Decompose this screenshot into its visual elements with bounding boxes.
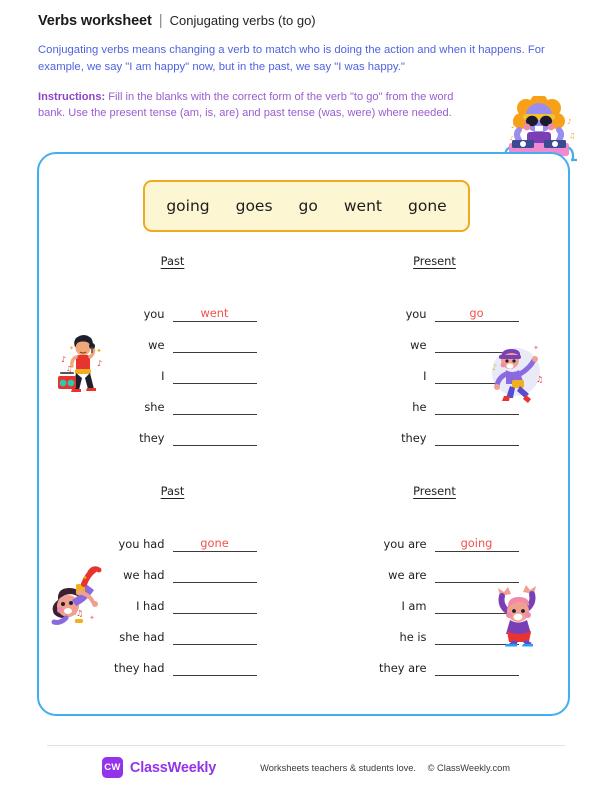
exercise-row xyxy=(89,645,257,676)
row-label: I am xyxy=(401,599,427,613)
svg-text:✦: ✦ xyxy=(82,574,88,582)
footer-tagline xyxy=(260,763,510,773)
row-label: they had xyxy=(114,661,165,675)
column-heading: Past xyxy=(160,484,185,498)
word-bank-word[interactable]: going xyxy=(166,197,210,215)
page-header xyxy=(38,12,574,121)
row-label: she xyxy=(144,400,165,414)
page-title-main: Verbs worksheet xyxy=(38,13,152,29)
svg-text:♫: ♫ xyxy=(66,365,73,373)
svg-text:♫: ♫ xyxy=(536,375,544,384)
svg-text:✦: ✦ xyxy=(96,347,102,355)
answer-text: went xyxy=(200,306,229,320)
row-label: we are xyxy=(388,568,427,582)
exercise-row xyxy=(89,291,257,322)
rocker-character-illustration xyxy=(488,582,550,648)
answer-blank[interactable] xyxy=(173,335,257,353)
word-bank xyxy=(143,180,470,232)
column-heading: Present xyxy=(413,484,456,498)
singer-character-illustration xyxy=(52,328,114,394)
word-bank-word[interactable]: went xyxy=(343,197,382,215)
exercise-row xyxy=(351,521,519,552)
answer-text: going xyxy=(460,536,493,550)
answer-blank[interactable] xyxy=(173,397,257,415)
column-heading: Past xyxy=(160,254,185,268)
answer-blank[interactable] xyxy=(173,565,257,583)
word-bank-word[interactable]: gone xyxy=(408,197,447,215)
footer-copyright: © ClassWeekly.com xyxy=(427,762,511,773)
row-label: you xyxy=(143,307,165,321)
svg-text:♪: ♪ xyxy=(492,363,498,372)
row-label: they xyxy=(401,431,427,445)
exercise-row xyxy=(89,521,257,552)
row-label: I had xyxy=(136,599,165,613)
row-label: I xyxy=(161,369,165,383)
svg-text:✦: ✦ xyxy=(89,614,95,622)
answer-blank[interactable] xyxy=(435,304,519,322)
footer-divider xyxy=(47,745,565,746)
exercise-row xyxy=(89,552,257,583)
row-label: he xyxy=(412,400,427,414)
classweekly-badge-icon: CW xyxy=(102,757,123,778)
breakdancer-character-illustration xyxy=(46,562,108,628)
svg-text:✦: ✦ xyxy=(69,345,75,352)
answer-blank[interactable] xyxy=(173,304,257,322)
exercise-row xyxy=(351,291,519,322)
row-label: you xyxy=(405,307,427,321)
answer-blank[interactable] xyxy=(435,565,519,583)
svg-text:✦: ✦ xyxy=(533,344,539,352)
exercise-column-past xyxy=(89,484,257,676)
row-label: he is xyxy=(399,630,427,644)
svg-text:♪: ♪ xyxy=(511,122,516,130)
column-heading: Present xyxy=(413,254,456,268)
row-label: we had xyxy=(123,568,165,582)
row-label: they are xyxy=(379,661,427,675)
instructions-label: Instructions: xyxy=(38,91,106,104)
brand-name: ClassWeekly xyxy=(129,759,217,776)
word-bank-word[interactable]: goes xyxy=(235,197,273,215)
answer-blank[interactable] xyxy=(435,534,519,552)
row-label: you had xyxy=(118,537,165,551)
row-label: we xyxy=(148,338,165,352)
answer-text: gone xyxy=(200,536,229,550)
intro-paragraph: Conjugating verbs means changing a verb to match who is doing the action and when it happens. For example, we say "I am happy" now, but in the past, we say "I was happy." xyxy=(38,44,545,73)
svg-text:♫: ♫ xyxy=(76,609,84,618)
footer-tagline-text: Worksheets teachers & students love. xyxy=(260,762,417,773)
word-bank-word[interactable]: go xyxy=(298,197,318,215)
exercise-row xyxy=(89,583,257,614)
page-footer xyxy=(0,757,612,778)
row-label: we xyxy=(410,338,427,352)
page-title xyxy=(38,12,574,29)
instructions-body: Fill in the blanks with the correct form of the verb "to go" from the word bank. Use the present tense (am, is, are) and past tense (was, were) where needed. xyxy=(38,91,454,120)
row-label: you are xyxy=(383,537,427,551)
answer-blank[interactable] xyxy=(435,658,519,676)
svg-text:♫: ♫ xyxy=(569,132,576,140)
answer-blank[interactable] xyxy=(173,627,257,645)
svg-text:♪: ♪ xyxy=(510,135,514,142)
exercise-row xyxy=(89,614,257,645)
row-label: they xyxy=(139,431,165,445)
answer-text: go xyxy=(469,306,484,320)
answer-blank[interactable] xyxy=(173,658,257,676)
brand-logo xyxy=(102,757,216,778)
svg-text:♪: ♪ xyxy=(61,355,67,364)
answer-blank[interactable] xyxy=(173,366,257,384)
dancer-character-illustration xyxy=(488,338,550,404)
instructions-paragraph xyxy=(38,89,478,121)
answer-blank[interactable] xyxy=(173,534,257,552)
page-title-subtitle: Conjugating verbs (to go) xyxy=(169,13,316,28)
row-label: she had xyxy=(119,630,165,644)
svg-text:♪: ♪ xyxy=(97,359,103,368)
row-label: I xyxy=(423,369,427,383)
exercise-row xyxy=(351,552,519,583)
answer-blank[interactable] xyxy=(435,428,519,446)
title-separator: | xyxy=(158,12,163,29)
exercise-row xyxy=(89,415,257,446)
answer-blank[interactable] xyxy=(173,596,257,614)
answer-blank[interactable] xyxy=(173,428,257,446)
exercise-row xyxy=(351,415,519,446)
svg-text:♪: ♪ xyxy=(567,118,572,126)
exercise-row xyxy=(351,645,519,676)
